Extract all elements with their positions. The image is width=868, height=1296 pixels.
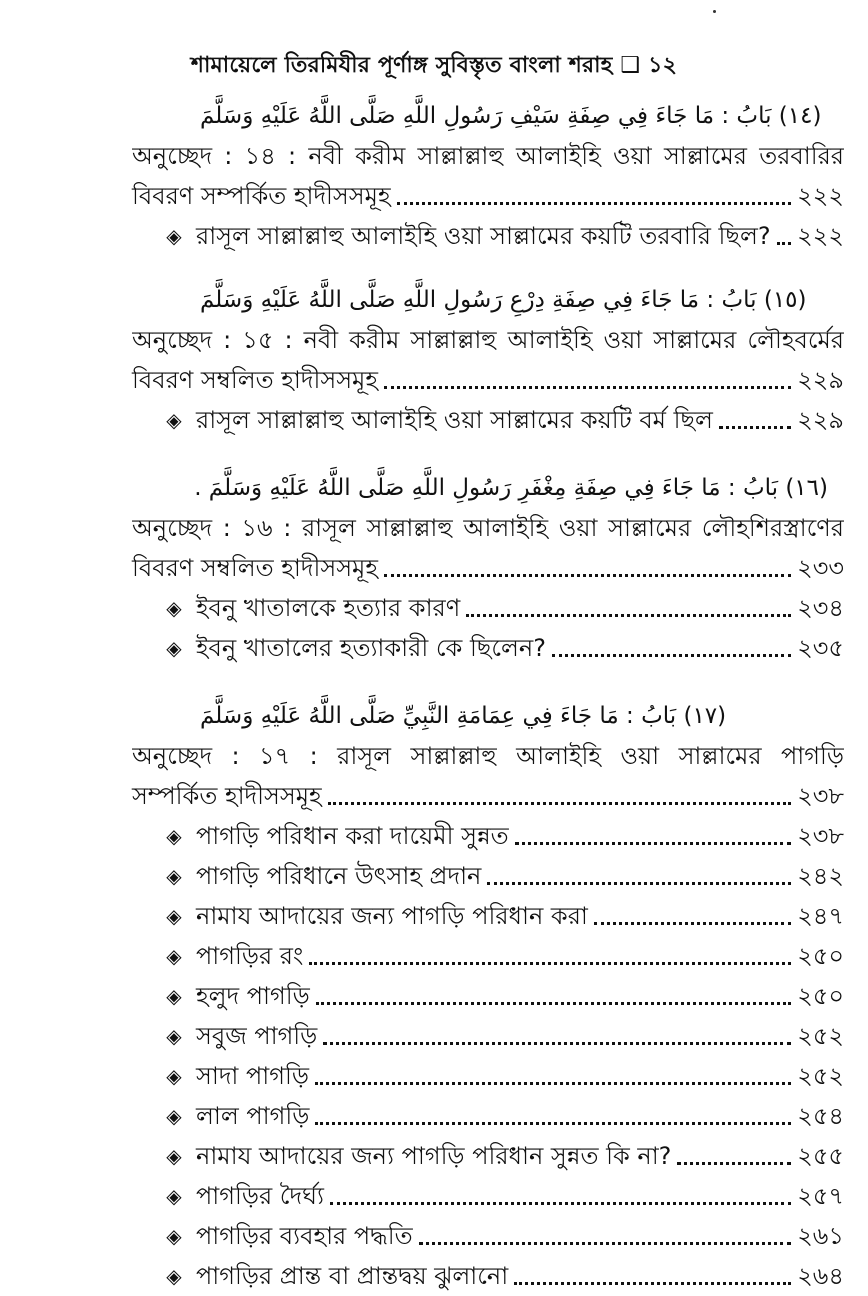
toc-entry[interactable] bbox=[162, 400, 844, 440]
page-number: ২২৯ bbox=[797, 406, 844, 434]
diamond-bullet-icon: ◈ bbox=[166, 1264, 182, 1288]
diamond-bullet-icon: ◈ bbox=[166, 636, 182, 660]
dot-leader bbox=[328, 802, 792, 805]
dot-leader bbox=[384, 574, 791, 577]
entry-label: পাগড়ির রং bbox=[196, 942, 304, 970]
entry-label: রাসূল সাল্লাল্লাহু আলাইহি ওয়া সাল্লামের কয়টি বর্ম ছিল bbox=[196, 406, 713, 434]
diamond-bullet-icon: ◈ bbox=[166, 1024, 182, 1048]
diamond-bullet-icon: ◈ bbox=[166, 596, 182, 620]
dot-leader bbox=[515, 842, 792, 845]
toc-entry[interactable] bbox=[162, 976, 844, 1016]
page-number: ২৫৭ bbox=[797, 1182, 844, 1210]
toc-entry[interactable] bbox=[162, 216, 844, 256]
diamond-bullet-icon: ◈ bbox=[166, 944, 182, 968]
entry-label: পাগড়ির ব্যবহার পদ্ধতি bbox=[196, 1222, 413, 1250]
toc-section-15 bbox=[0, 280, 868, 440]
page-number: ২৫৪ bbox=[797, 1102, 844, 1130]
chapter-heading-line[interactable]: অনুচ্ছেদ : ১৫ : নবী করীম সাল্লাল্লাহু আলাইহি ওয়া সাল্লামের লৌহবর্মের bbox=[132, 326, 844, 354]
page-number: ২৪৭ bbox=[797, 902, 844, 930]
chapter-heading-line[interactable]: অনুচ্ছেদ : ১৪ : নবী করীম সাল্লাল্লাহু আলাইহি ওয়া সাল্লামের তরবারির bbox=[132, 142, 844, 170]
arabic-chapter-title: (١٧) بَابُ : مَا جَاءَ فِي عِمَامَةِ النَّبِيِّ صَلَّى اللَّهُ عَلَيْهِ وَسَلَّمَ bbox=[200, 703, 727, 729]
dot-leader bbox=[309, 962, 791, 965]
toc-entry[interactable] bbox=[162, 1216, 844, 1256]
running-header: শামায়েলে তিরমিযীর পূর্ণাঙ্গ সুবিস্তৃত বাংলা শরাহ ❑ ১২ bbox=[190, 53, 678, 78]
diamond-bullet-icon: ◈ bbox=[166, 984, 182, 1008]
diamond-bullet-icon: ◈ bbox=[166, 1184, 182, 1208]
scan-speck bbox=[713, 10, 716, 13]
diamond-bullet-icon: ◈ bbox=[166, 224, 182, 248]
page-number: ২৫২ bbox=[797, 1022, 844, 1050]
chapter-heading-entry[interactable] bbox=[132, 548, 844, 588]
diamond-bullet-icon: ◈ bbox=[166, 408, 182, 432]
page-number: ২২২ bbox=[797, 182, 844, 210]
dot-leader bbox=[514, 1282, 791, 1285]
dot-leader bbox=[419, 1242, 792, 1245]
entry-label: পাগড়ির দৈর্ঘ্য bbox=[196, 1182, 324, 1210]
entry-label: পাগড়ি পরিধান করা দায়েমী সুন্নত bbox=[196, 822, 509, 850]
entry-label: রাসূল সাল্লাল্লাহু আলাইহি ওয়া সাল্লামের কয়টি তরবারি ছিল? bbox=[196, 222, 771, 250]
dot-leader bbox=[397, 202, 792, 205]
page-number: ২৩৪ bbox=[797, 594, 844, 622]
chapter-heading-line2: বিবরণ সম্বলিত হাদীসসমূহ bbox=[132, 554, 378, 582]
toc-entry[interactable] bbox=[162, 1256, 844, 1296]
diamond-bullet-icon: ◈ bbox=[166, 1144, 182, 1168]
dot-leader bbox=[384, 386, 791, 389]
page-number: ২৫২ bbox=[797, 1062, 844, 1090]
chapter-heading-line2: বিবরণ সম্বলিত হাদীসসমূহ bbox=[132, 366, 378, 394]
toc-section-17 bbox=[0, 696, 868, 1296]
entry-label: লাল পাগড়ি bbox=[196, 1102, 310, 1130]
dot-leader bbox=[777, 242, 792, 245]
chapter-heading-entry[interactable] bbox=[132, 776, 844, 816]
toc-entry[interactable] bbox=[162, 1056, 844, 1096]
page-number: ২৪২ bbox=[797, 862, 844, 890]
toc-entry[interactable] bbox=[162, 588, 844, 628]
diamond-bullet-icon: ◈ bbox=[166, 824, 182, 848]
arabic-chapter-title: (١٥) بَابُ : مَا جَاءَ فِي صِفَةِ دِرْعِ رَسُولِ اللَّهِ صَلَّى اللَّهُ عَلَيْهِ وَسَلَّمَ bbox=[200, 287, 807, 313]
page-number: ২৬১ bbox=[797, 1222, 844, 1250]
dot-leader bbox=[552, 654, 791, 657]
entry-label: নামায আদায়ের জন্য পাগড়ি পরিধান সুন্নত কি না? bbox=[196, 1142, 672, 1170]
toc-entry[interactable] bbox=[162, 816, 844, 856]
dot-leader bbox=[315, 1082, 791, 1085]
page-number: ২৫০ bbox=[797, 942, 844, 970]
dot-leader bbox=[323, 1042, 791, 1045]
page-number: ২৫৫ bbox=[797, 1142, 844, 1170]
arabic-chapter-title: (١٤) بَابُ : مَا جَاءَ فِي صِفَةِ سَيْفِ رَسُولِ اللَّهِ صَلَّى اللَّهُ عَلَيْهِ وَسَلَّمَ bbox=[200, 103, 822, 129]
diamond-bullet-icon: ◈ bbox=[166, 864, 182, 888]
toc-section-14 bbox=[0, 96, 868, 256]
chapter-heading-line[interactable]: অনুচ্ছেদ : ১৬ : রাসূল সাল্লাল্লাহু আলাইহি ওয়া সাল্লামের লৌহশিরস্ত্রাণের bbox=[132, 514, 844, 542]
chapter-heading-line2: বিবরণ সম্পর্কিত হাদীসসমূহ bbox=[132, 182, 391, 210]
toc-entry[interactable] bbox=[162, 628, 844, 668]
chapter-heading-entry[interactable] bbox=[132, 360, 844, 400]
page-number: ২৫০ bbox=[797, 982, 844, 1010]
arabic-chapter-title: (١٦) بَابُ : مَا جَاءَ فِي صِفَةِ مِغْفَرِ رَسُولِ اللَّهِ صَلَّى اللَّهُ عَلَيْهِ وَسَلَّمَ . bbox=[194, 475, 828, 501]
entry-label: ইবনু খাতালের হত্যাকারী কে ছিলেন? bbox=[196, 634, 546, 662]
dot-leader bbox=[719, 426, 791, 429]
page-number: ২৩৮ bbox=[797, 822, 844, 850]
diamond-bullet-icon: ◈ bbox=[166, 904, 182, 928]
chapter-heading-line[interactable]: অনুচ্ছেদ : ১৭ : রাসূল সাল্লাল্লাহু আলাইহি ওয়া সাল্লামের পাগড়ি bbox=[132, 742, 844, 770]
entry-label: সাদা পাগড়ি bbox=[196, 1062, 309, 1090]
chapter-heading-entry[interactable] bbox=[132, 176, 844, 216]
page-number: ২৬৪ bbox=[797, 1262, 844, 1290]
diamond-bullet-icon: ◈ bbox=[166, 1224, 182, 1248]
page-number: ২৩৫ bbox=[797, 634, 844, 662]
dot-leader bbox=[594, 922, 791, 925]
page-number: ২২৯ bbox=[797, 366, 844, 394]
page-number: ২২২ bbox=[797, 222, 844, 250]
page-number: ২৩৮ bbox=[797, 782, 844, 810]
toc-entry[interactable] bbox=[162, 1016, 844, 1056]
toc-entry[interactable] bbox=[162, 1096, 844, 1136]
dot-leader bbox=[487, 882, 791, 885]
toc-entry[interactable] bbox=[162, 896, 844, 936]
dot-leader bbox=[330, 1202, 791, 1205]
toc-entry[interactable] bbox=[162, 856, 844, 896]
page-number: ২৩৩ bbox=[797, 554, 844, 582]
entry-label: সবুজ পাগড়ি bbox=[196, 1022, 318, 1050]
diamond-bullet-icon: ◈ bbox=[166, 1104, 182, 1128]
dot-leader bbox=[466, 614, 791, 617]
dot-leader bbox=[315, 1122, 791, 1125]
toc-section-16 bbox=[0, 468, 868, 668]
entry-label: ইবনু খাতালকে হত্যার কারণ bbox=[196, 594, 461, 622]
toc-entry[interactable] bbox=[162, 1176, 844, 1216]
entry-label: পাগড়ি পরিধানে উৎসাহ প্রদান bbox=[196, 862, 482, 890]
diamond-bullet-icon: ◈ bbox=[166, 1064, 182, 1088]
chapter-heading-line2: সম্পর্কিত হাদীসসমূহ bbox=[132, 782, 322, 810]
entry-label: হলুদ পাগড়ি bbox=[196, 982, 310, 1010]
toc-entry[interactable] bbox=[162, 1136, 844, 1176]
toc-entry[interactable] bbox=[162, 936, 844, 976]
entry-label: নামায আদায়ের জন্য পাগড়ি পরিধান করা bbox=[196, 902, 588, 930]
entry-label: পাগড়ির প্রান্ত বা প্রান্তদ্বয় ঝুলানো bbox=[196, 1262, 509, 1290]
dot-leader bbox=[677, 1162, 791, 1165]
dot-leader bbox=[316, 1002, 791, 1005]
